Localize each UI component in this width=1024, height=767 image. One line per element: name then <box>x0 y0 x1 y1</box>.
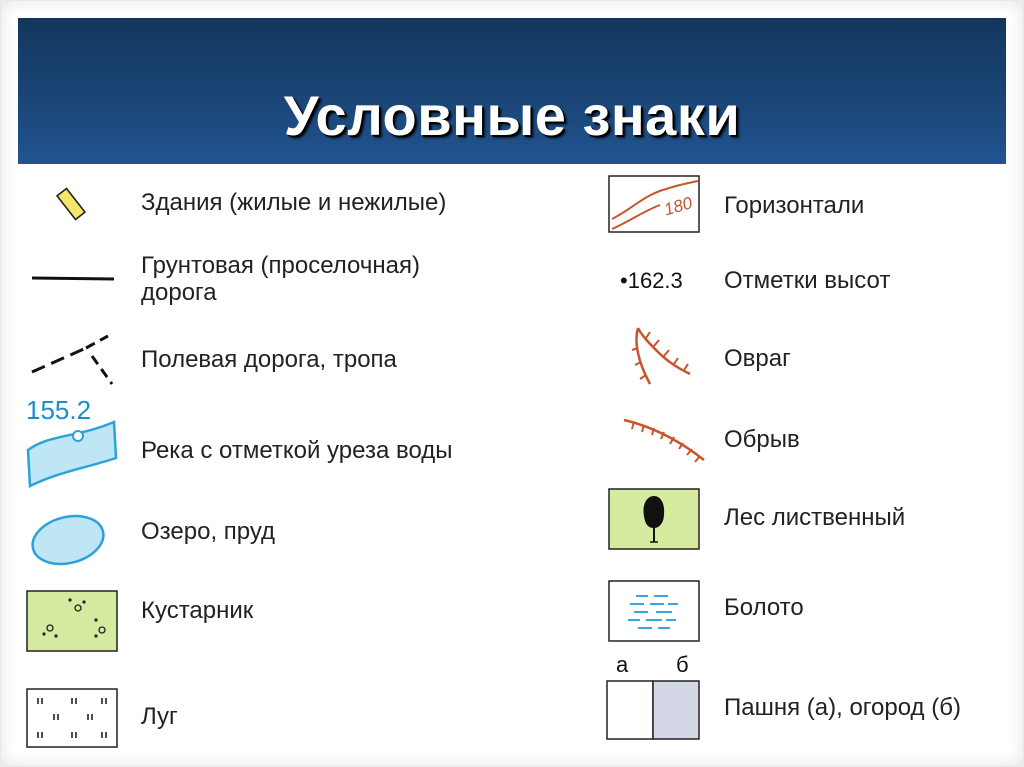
contours-label: Горизонтали <box>724 192 865 219</box>
dirt-road-icon <box>30 268 116 288</box>
forest-label: Лес лиственный <box>724 504 906 531</box>
contours-icon <box>608 175 700 233</box>
building-icon <box>52 186 92 226</box>
ravine-label: Овраг <box>724 345 791 372</box>
ravine-icon <box>628 322 698 392</box>
dirt-road-label-1: Грунтовая (проселочная) <box>141 252 420 279</box>
river-mark: 155.2 <box>26 395 92 425</box>
cliff-label: Обрыв <box>724 426 800 453</box>
buildings-label: Здания (жилые и нежилые) <box>141 189 447 216</box>
dirt-road-label-2: дорога <box>141 279 217 306</box>
river-icon <box>24 410 120 492</box>
meadow-icon <box>26 688 118 748</box>
arable-label-b: б <box>676 652 689 677</box>
lake-icon <box>28 510 110 568</box>
cliff-icon <box>620 412 710 468</box>
spot-height-value: •162.3 <box>620 268 683 293</box>
field-road-icon <box>28 332 118 388</box>
arable-label: Пашня (а), огород (б) <box>724 694 961 721</box>
shrub-label: Кустарник <box>141 597 254 624</box>
deciduous-forest-icon <box>608 488 700 550</box>
lake-label: Озеро, пруд <box>141 518 276 545</box>
swamp-icon <box>608 580 700 642</box>
swamp-label: Болото <box>724 594 804 621</box>
arable-label-a: а <box>616 652 629 677</box>
shrub-icon <box>26 590 118 652</box>
title-banner <box>18 18 1006 164</box>
meadow-label: Луг <box>141 703 178 730</box>
contour-mark-text: 180 <box>661 193 695 220</box>
arable-garden-icon <box>606 680 700 740</box>
river-label: Река с отметкой уреза воды <box>141 437 453 464</box>
spot-heights-label: Отметки высот <box>724 267 891 294</box>
field-road-label: Полевая дорога, тропа <box>141 346 397 373</box>
page-title: Условные знаки <box>283 84 741 147</box>
